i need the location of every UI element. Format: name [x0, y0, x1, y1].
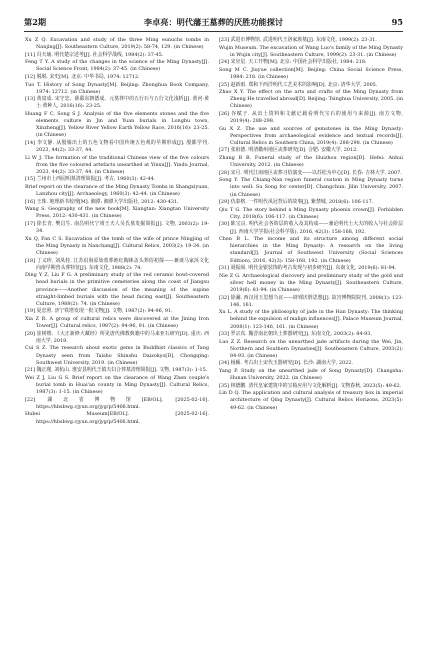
- reference-entry: Song Y. The Chiang-Nan region funeral custom in Ming Dynasty turns into well: Su Song for center[D]. Changchun: Jilin University, 2007. (in Chinese): [219, 177, 403, 198]
- reference-entry: Xia Z R. A group of cultural relics were discovered at the Jining Iron Tower[J]. Cultural relics, 1987(2): 94-96, 91. (in Chinese): [25, 315, 209, 330]
- reference-entry: [22] 湖北省博物馆[EB/OL]. [2025-02-16]. https://hbsbwg.cjyun.org/jyg/p/5406.html.: [25, 396, 209, 410]
- reference-entry: Lin D Q. The application and cultural analysis of treasury box in imperial architecture of Qing Dynasty[J]. Cultural Relics Horizons, 2023(5): 49-62. (in Chinese): [219, 390, 403, 411]
- reference-entry: Xu Q, Fan C S. Excavation of the tomb of the wife of prince Ningjing of the Ming Dynasty in Nanchang[J]. Cultural Relics, 2003(2): 19-34. (in Chinese): [25, 235, 209, 256]
- reference-entry: Wujin Museum. The excavation of Wang Luo's family of the Ming Dynasty in Wujin city[J]. Southeastern Culture, 1999(2): 23-31. (in Chinese): [219, 44, 403, 58]
- reference-entry: [21] 魏正瑾, 刘杭山. 淮安县明代王镇夫妇合葬墓清理简报[J]. 文物, 1987(3): 1-15.: [25, 367, 208, 374]
- reference-entry: Hubei Museum[EB/OL]. [2025-02-16]. https://hbsbwg.cjyun.org/jyg/p/5406.html.: [25, 411, 209, 425]
- reference-entry: Brief report on the clearance of the Ming Dynasty Tombs in Shangxiyuan, Lanzhou city[J]. Archaeology, 1960(3): 42-44. (in Chinese): [25, 184, 209, 198]
- reference-entry: [33] 罗宗真. 魏晋南北朝出土葬器研究[J]. 东南文化, 2003(2): 84-93.: [219, 331, 372, 338]
- reference-entry: [29] 仇泰格. 一件明代凤冠背后的故事[J]. 紫禁城, 2018(6): 106-117.: [219, 199, 374, 206]
- reference-entry: Li W J. The formation of the traditional Chinese view of the five colours from the five coloured artefacts unearthed at Yinxu[J]. Yindu Journal, 2023, 44(2): 33-37, 44. (in Chinese): [25, 154, 209, 175]
- reference-entry: [27] 张祖德. 明清徽州地区丧葬研究[D]. 合肥: 安徽大学, 2012.: [219, 147, 358, 154]
- reference-entry: Wei Z J, Liu G S. Brief report on the clearance of Wang Zhen couple's burial tomb in Huai'an county in Ming Dynasty[J]. Cultural Relics, 1987(3): 1-15. (in Chinese): [25, 374, 209, 396]
- reference-entry: Xu Z Q. Excavation and study of the three Ming eunuchs tombs in Nanjing[J]. Southeastern Culture, 2019(2): 58-74, 129. (in Chinese): [25, 37, 209, 51]
- reference-entry: [16] 王珠. 地理新书校理[M]. 湘潭: 湘潭大学出版社, 2012: 430-431.: [25, 198, 179, 205]
- reference-entry: Yang P. Study on the unearthed jade of Song Dynasty[D]. Changsha: Hunan University, 2022. (in Chinese): [219, 368, 403, 382]
- reference-entry: Cui S Z. The research about exotic gems in Buddhist classics of Tang Dynasty seen from Taisho Shinshu Daizokyo[D]. Chongqing: Southwest University, 2019. (in Chinese): [25, 345, 209, 366]
- reference-entry: [19] 夏忠照. 济宁铁塔发现一批文物[J]. 文物, 1987(2): 94-96, 91.: [25, 308, 173, 315]
- running-header: [24, 15, 403, 29]
- running-title: 李卓亮：明代藩王墓葬的厌胜功能探讨: [143, 17, 284, 27]
- reference-entry: [30] 陈宝良. 明代社会各阶层的收入及其构成——兼论明代士大夫的收入与社会阶层[J]. 西南大学学报(社会科学版), 2016, 42(3): 158-168, 192.: [219, 221, 403, 235]
- reference-entry: Feng T Y. A study of the changes in the science of the Ming Dynasty[J]. Social Science Front, 1984(2): 37-45. (in Chinese): [25, 59, 209, 73]
- reference-entry: Huang F C, Song S J. Analysis of the five elements stones and the five elements culture in Jin and Yuan burials in Longhu town, Xinzheng[J]. Yellow River Yellow Earth Yellow Race, 2016(16): 23-25. (in Chinese): [25, 110, 209, 139]
- reference-entry: Tuo T. History of Song Dynasty[M]. Beijing: Zhonghua Book Company, 1974: 12712. (in Chinese): [25, 81, 209, 95]
- reference-entry: Nie Z G. Archaeological discovery and preliminary study of the gold and silver hell money in the Ming Dynasty[J]. Southeastern Culture, 2019(6): 81-94. (in Chinese): [219, 272, 403, 293]
- reference-entry: [34] 杨颖. 考古出土宋代玉器研究[D]. 长沙: 湖南大学, 2022.: [219, 360, 353, 367]
- reference-entry: [20] 崔树维. 《大正新修大藏经》所见唐代佛教典籍中的马来亚石研究[D]. 重庆: 西南大学, 2019.: [25, 330, 209, 344]
- header-rule: [24, 31, 403, 32]
- reference-entry: [18] 丁义珍, 刘凤桂. 江苏沿海原始墓葬地红陶钵盖头葬俗初探——兼谈马家浜文化向南早期兽头葬特征[J]. 东南文化, 1988(2): 74.: [25, 257, 209, 271]
- reference-entry: [32] 徐澜. 西汉用玉思想刍议——辟邪厌胜思想[J]. 故宫博物院院刊, 2008(1): 123-146, 161.: [219, 294, 403, 308]
- reference-entry: Song M C. Jiuyue collection[M]. Beijing: China Social Science Press, 1984: 218. (in Chinese): [219, 66, 403, 80]
- references-left-column: [25, 37, 209, 426]
- page-number: 95: [391, 17, 403, 27]
- reference-entry: [35] 林德鹏. 清代皇家建筑中的宝箱应用与文化解析[J]. 文物春秋, 2023(5): 49-62.: [219, 382, 402, 389]
- reference-entry: Ding Y Z, Liu F G. A preliminary study of the red ceramic bowl-covered head burials in the primitive cemeteries along the coast of Jiangsu province——Another discussion of the meaning of the supine straight-limbed burials with the head facing east[J]. Southeastern Culture, 1988(2): 74. (in Chinese): [25, 272, 209, 307]
- reference-entry: [14] 李文静. 从殷墟出土的五色文物看中国传统五色观的早期形成[J]. 殷都学刊, 2023, 44(2): 33-37, 44.: [25, 139, 209, 154]
- reference-entry: Zhang B B. Funeral study of the Huizhou region[D]. Hefei: Anhui University, 2012. (in Chinese): [219, 155, 403, 169]
- reference-entry: Qiu T G. The story behind a Ming Dynasty phoenix crown[J]. Forbidden City, 2018(6): 106-117. (in Chinese): [219, 206, 403, 220]
- issue-number: 第2期: [24, 17, 47, 27]
- reference-entry: Luo Z Z. Research on the unearthed jade artifacts during the Wei, Jin, Northern and Southern Dynasties[J]. Southeastern Culture, 2003(2): 84-93. (in Chinese): [219, 338, 403, 359]
- reference-entry: Xu L. A study of the philosophy of jade in the Han Dynasty: The thinking behind the expulsion of malign influences[J]. Palace Museum Journal, 2008(1): 123-146, 161. (in Chinese): [219, 309, 403, 330]
- reference-entry: [17] 徐长青, 樊昌生. 南昌明代宁靖王夫人吴氏墓发掘简报[J]. 文物, 2003(2): 19-34.: [25, 220, 209, 235]
- reference-entry: [12] 脱脱. 宋史[M]. 北京: 中华书局, 1974: 12712.: [25, 73, 140, 80]
- reference-entry: [31] 聂振阁. 明代金银装饰的考古发现与初步研究[J]. 东南文化, 2019(6): 81-94.: [219, 265, 397, 272]
- reference-entry: [28] 宋月. 明代江南地区丧葬习俗演变——以苏松为中心[D]. 长春: 吉林大学, 2007.: [219, 169, 402, 176]
- reference-entry: Gu X Z. The use and sources of gemstones in the Ming Dynasty: Perspectives from archaeological evidence and textual records[J]. Cultural Relics in Southern China, 2019(4): 288-298. (in Chinese): [219, 125, 403, 146]
- reference-entry: [24] 宋应星. 天工开物[M]. 北京: 中国社会科学出版社, 1984: 218.: [219, 59, 367, 66]
- references-right-column: [219, 37, 403, 412]
- reference-entry: [13] 黄富成. 宋守忠、薛耶东朝德成、元墓葬中的五行石与五行文化浅析[J]. 黄河·黄土·黄种人, 2016(16): 23-25.: [25, 96, 209, 110]
- reference-entry: [25] 赵新雨. 郑和下西洋明代工艺美术的影响[D]. 北京: 清华大学, 2005.: [219, 81, 378, 88]
- reference-entry: Zhao X Y. The effect on the arts and crafts of the Ming Dynasty from Zheng He travelled abroad[D]. Beijing: Tsinghua University, 2005. (in Chinese): [219, 89, 403, 110]
- reference-entry: Chen B L. The income and its structure among different social hierarchies in the Ming Dynasty: A research on the living standard[J]. Journal of Southwest University (Social Sciences Edition), 2016, 42(3): 158-168, 192. (in Chinese): [219, 236, 403, 264]
- reference-entry: [26] 谷赋子. 从出土资料和文献记载看明代宝石的使用与来源[J]. 南方文物, 2019(4): 288-298.: [219, 110, 403, 125]
- reference-entry: Wang S. Geography of the new book[M]. Xiangtan: Xiangtan University Press, 2012: 430-431. (in Chinese): [25, 206, 209, 220]
- reference-entry: [11] 冯天瑜. 明代楚宗述考[J]. 社会科学战线, 1984(2): 37-45.: [25, 51, 164, 58]
- reference-entry: [15] 兰州市上西园明墓清理简报[J]. 考古, 1960(3): 42-44.: [25, 176, 156, 183]
- reference-entry: [23] 武进市博物馆. 武进明代王洛家族墓[J]. 东南文化, 1999(2): 23-31.: [219, 37, 377, 43]
